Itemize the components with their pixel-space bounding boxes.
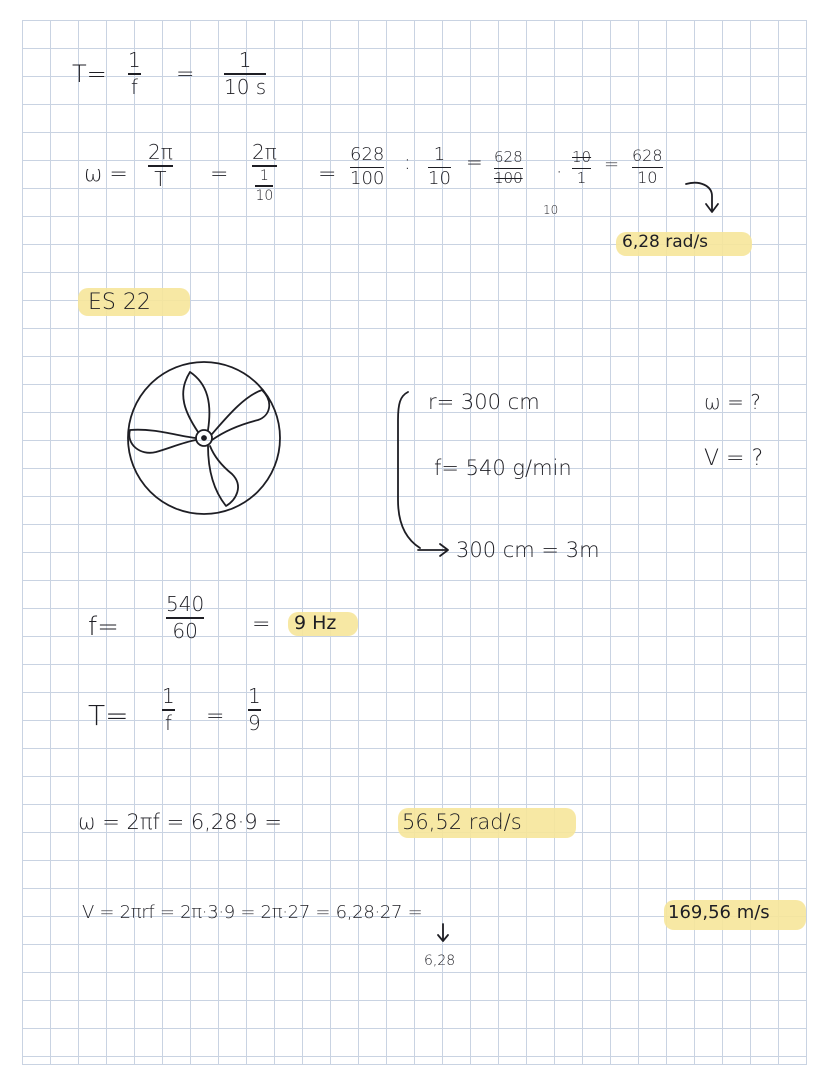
f-result: 9 Hz — [294, 612, 337, 634]
v-line: V = 2πrf = 2π·3·9 = 2π·27 = 6,28·27 = — [82, 902, 423, 923]
omega-result-2: 56,52 rad/s — [402, 810, 522, 834]
period-rhs-num: 1 — [238, 48, 252, 72]
equals-sign: = — [206, 704, 225, 729]
fan-blade-icon — [183, 372, 209, 432]
equals-sign: = — [210, 162, 229, 187]
omega-frac6-den: 1 — [576, 169, 587, 188]
omega-frac2-den-num: 1 — [259, 167, 269, 184]
period-frac-num: 1 — [128, 48, 141, 72]
equals-sign: = — [176, 62, 195, 87]
fan-blade-icon — [129, 430, 196, 453]
T-frac1-num: 1 — [162, 684, 175, 708]
omega-frac3-num: 628 — [350, 144, 385, 165]
omega-frac2-den-den: 10 — [255, 187, 274, 204]
equals-sign: = — [318, 162, 337, 187]
f-frac-den: 60 — [172, 618, 198, 643]
given-frequency: f= 540 g/min — [434, 456, 572, 480]
omega-result-1: 6,28 rad/s — [622, 232, 709, 252]
omega-frac2-num: 2π — [252, 140, 277, 164]
period-frac-den: f — [130, 74, 138, 99]
T-frac2-den: 9 — [248, 710, 261, 735]
omega-frac5-num: 628 — [494, 148, 523, 166]
multiply-dot: · — [556, 160, 563, 184]
bracket-icon — [398, 392, 420, 548]
omega-frac1-den: T — [154, 166, 167, 191]
fan-blade-icon — [212, 390, 269, 440]
v-note: 6,28 — [424, 953, 456, 969]
period-lhs: T= — [72, 60, 107, 88]
unknown-omega: ω = ? — [704, 390, 761, 414]
omega-line: ω = 2πf = 6,28·9 = — [78, 810, 282, 834]
omega-frac1-num: 2π — [148, 140, 173, 164]
omega-lhs: ω = — [84, 162, 128, 187]
omega-frac5-den: 100 — [494, 169, 523, 188]
fan-blade-icon — [208, 446, 238, 506]
omega-frac6-num: 10 — [572, 148, 592, 166]
omega-frac7-num: 628 — [632, 146, 663, 165]
omega-frac4-num: 1 — [433, 144, 446, 165]
omega-frac3-den: 100 — [350, 168, 385, 190]
divide-sign: : — [404, 150, 411, 174]
exercise-label: ES 22 — [88, 290, 151, 315]
f-lhs: f= — [88, 612, 119, 642]
equals-sign: = — [252, 612, 271, 637]
fan-hub-dot-icon — [202, 436, 206, 440]
f-frac-num: 540 — [166, 592, 205, 616]
v-result: 169,56 m/s — [668, 902, 770, 923]
equals-sign: = — [604, 154, 620, 175]
equals-sign: = — [466, 150, 483, 174]
given-conversion: 300 cm = 3m — [456, 538, 600, 562]
unknown-v: V = ? — [704, 446, 764, 471]
cancel-note: 10 — [543, 203, 559, 217]
omega-frac7-den: 10 — [637, 168, 658, 188]
T-lhs: T= — [88, 699, 129, 732]
period-rhs-den: 10 s — [224, 74, 267, 99]
omega-frac4-den: 10 — [428, 168, 451, 190]
given-radius: r= 300 cm — [428, 390, 540, 414]
T-frac1-den: f — [164, 710, 172, 735]
T-frac2-num: 1 — [248, 684, 261, 708]
